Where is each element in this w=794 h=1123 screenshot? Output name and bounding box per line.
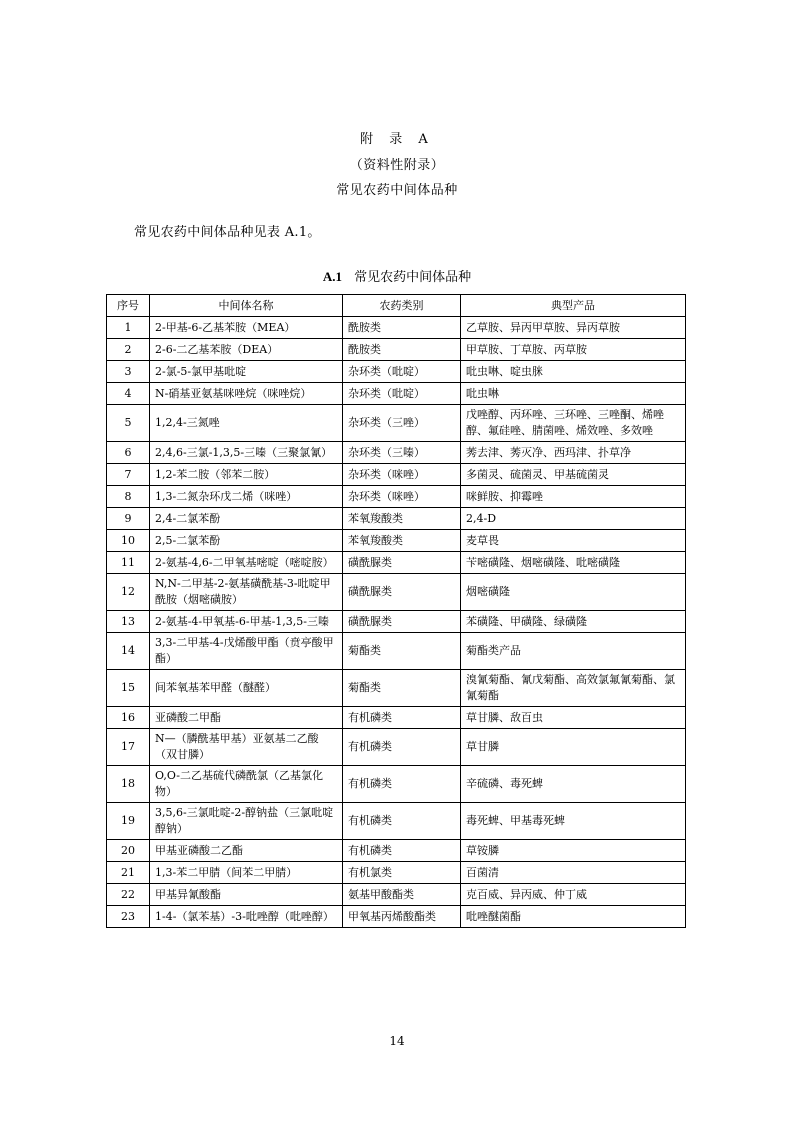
cell-index: 17: [107, 729, 150, 766]
cell-intermediate-name: 甲基异氰酸酯: [150, 884, 343, 906]
cell-intermediate-name: 亚磷酸二甲酯: [150, 707, 343, 729]
cell-pesticide-category: 酰胺类: [343, 339, 461, 361]
cell-index: 16: [107, 707, 150, 729]
cell-typical-products: 草铵膦: [461, 840, 686, 862]
cell-typical-products: 苯磺隆、甲磺隆、绿磺隆: [461, 611, 686, 633]
cell-intermediate-name: 2-甲基-6-乙基苯胺（MEA）: [150, 317, 343, 339]
cell-pesticide-category: 氨基甲酸酯类: [343, 884, 461, 906]
cell-index: 6: [107, 442, 150, 464]
cell-pesticide-category: 磺酰脲类: [343, 552, 461, 574]
table-row: [107, 552, 686, 574]
table-row: [107, 840, 686, 862]
cell-pesticide-category: 甲氧基丙烯酸酯类: [343, 906, 461, 928]
table-row: [107, 884, 686, 906]
table-row: [107, 862, 686, 884]
cell-intermediate-name: 2-氨基-4,6-二甲氧基嘧啶（嘧啶胺）: [150, 552, 343, 574]
cell-pesticide-category: 磺酰脲类: [343, 574, 461, 611]
cell-pesticide-category: 磺酰脲类: [343, 611, 461, 633]
appendix-title: 附 录 A: [360, 132, 434, 147]
cell-index: 21: [107, 862, 150, 884]
table-row: [107, 766, 686, 803]
cell-typical-products: 莠去津、莠灭净、西玛津、扑草净: [461, 442, 686, 464]
cell-typical-products: 烟嘧磺隆: [461, 574, 686, 611]
cell-typical-products: 溴氰菊酯、氰戊菊酯、高效氯氟氰菊酯、氯氰菊酯: [461, 670, 686, 707]
cell-intermediate-name: N-硝基亚氨基咪唑烷（咪唑烷）: [150, 383, 343, 405]
cell-pesticide-category: 有机磷类: [343, 766, 461, 803]
cell-typical-products: 吡虫啉、啶虫脒: [461, 361, 686, 383]
table-row: [107, 442, 686, 464]
table-row: [107, 707, 686, 729]
cell-index: 5: [107, 405, 150, 442]
table-header-row: [107, 295, 686, 317]
cell-intermediate-name: 2-氨基-4-甲氧基-6-甲基-1,3,5-三嗪: [150, 611, 343, 633]
cell-index: 11: [107, 552, 150, 574]
cell-index: 14: [107, 633, 150, 670]
table-row: [107, 317, 686, 339]
table-row: [107, 486, 686, 508]
cell-index: 15: [107, 670, 150, 707]
cell-pesticide-category: 菊酯类: [343, 670, 461, 707]
header-pesticide-category: 农药类别: [343, 295, 461, 317]
cell-intermediate-name: 2,5-二氯苯酚: [150, 530, 343, 552]
cell-intermediate-name: 2,4-二氯苯酚: [150, 508, 343, 530]
cell-pesticide-category: 苯氧羧酸类: [343, 530, 461, 552]
cell-typical-products: 毒死蜱、甲基毒死蜱: [461, 803, 686, 840]
cell-intermediate-name: O,O-二乙基硫代磷酰氯（乙基氯化物）: [150, 766, 343, 803]
cell-intermediate-name: 1,3-苯二甲腈（间苯二甲腈）: [150, 862, 343, 884]
cell-intermediate-name: 间苯氧基苯甲醛（醚醛）: [150, 670, 343, 707]
cell-intermediate-name: 2-6-二乙基苯胺（DEA）: [150, 339, 343, 361]
cell-index: 20: [107, 840, 150, 862]
appendix-subject: 常见农药中间体品种: [336, 183, 458, 198]
table-row: [107, 530, 686, 552]
table-row: [107, 803, 686, 840]
cell-typical-products: 克百威、异丙威、仲丁威: [461, 884, 686, 906]
table-body: [107, 317, 686, 928]
cell-typical-products: 多菌灵、硫菌灵、甲基硫菌灵: [461, 464, 686, 486]
cell-typical-products: 草甘膦、敌百虫: [461, 707, 686, 729]
cell-intermediate-name: 1,3-二氮杂环戊二烯（咪唑）: [150, 486, 343, 508]
intro-paragraph: 常见农药中间体品种见表 A.1。: [134, 225, 321, 240]
table-caption-text: 常见农药中间体品种: [354, 270, 472, 285]
cell-index: 18: [107, 766, 150, 803]
table-row: [107, 339, 686, 361]
cell-typical-products: 麦草畏: [461, 530, 686, 552]
cell-typical-products: 2,4-D: [461, 508, 686, 530]
cell-pesticide-category: 杂环类（咪唑）: [343, 464, 461, 486]
cell-pesticide-category: 有机磷类: [343, 729, 461, 766]
table-row: [107, 508, 686, 530]
table-number: A.1: [322, 269, 343, 284]
cell-pesticide-category: 杂环类（咪唑）: [343, 486, 461, 508]
intermediates-table: [106, 294, 686, 928]
table-row: [107, 361, 686, 383]
cell-index: 9: [107, 508, 150, 530]
table-row: [107, 670, 686, 707]
page-number: 14: [389, 1034, 405, 1048]
cell-index: 23: [107, 906, 150, 928]
table-row: [107, 574, 686, 611]
table-row: [107, 633, 686, 670]
cell-index: 19: [107, 803, 150, 840]
table-row: [107, 464, 686, 486]
cell-typical-products: 甲草胺、丁草胺、丙草胺: [461, 339, 686, 361]
cell-pesticide-category: 苯氧羧酸类: [343, 508, 461, 530]
table-row: [107, 906, 686, 928]
cell-typical-products: 咪鲜胺、抑霉唑: [461, 486, 686, 508]
cell-index: 3: [107, 361, 150, 383]
cell-index: 10: [107, 530, 150, 552]
cell-pesticide-category: 有机磷类: [343, 840, 461, 862]
cell-pesticide-category: 杂环类（吡啶）: [343, 383, 461, 405]
cell-typical-products: 菊酯类产品: [461, 633, 686, 670]
cell-typical-products: 草甘膦: [461, 729, 686, 766]
header-typical-products: 典型产品: [461, 295, 686, 317]
cell-typical-products: 辛硫磷、毒死蜱: [461, 766, 686, 803]
cell-intermediate-name: 2-氯-5-氯甲基吡啶: [150, 361, 343, 383]
cell-intermediate-name: 3,5,6-三氯吡啶-2-醇钠盐（三氯吡啶醇钠）: [150, 803, 343, 840]
cell-typical-products: 乙草胺、异丙甲草胺、异丙草胺: [461, 317, 686, 339]
cell-index: 22: [107, 884, 150, 906]
cell-index: 2: [107, 339, 150, 361]
cell-pesticide-category: 有机磷类: [343, 707, 461, 729]
cell-intermediate-name: 1,2,4-三氮唑: [150, 405, 343, 442]
cell-typical-products: 苄嘧磺隆、烟嘧磺隆、吡嘧磺隆: [461, 552, 686, 574]
cell-intermediate-name: 3,3-二甲基-4-戊烯酸甲酯（贲亭酸甲酯）: [150, 633, 343, 670]
cell-index: 12: [107, 574, 150, 611]
cell-pesticide-category: 杂环类（三唑）: [343, 405, 461, 442]
cell-typical-products: 吡虫啉: [461, 383, 686, 405]
cell-pesticide-category: 杂环类（吡啶）: [343, 361, 461, 383]
cell-typical-products: 吡唑醚菌酯: [461, 906, 686, 928]
cell-intermediate-name: 1-4-（氯苯基）-3-吡唑醇（吡唑醇）: [150, 906, 343, 928]
header-intermediate-name: 中间体名称: [150, 295, 343, 317]
cell-index: 4: [107, 383, 150, 405]
cell-pesticide-category: 有机磷类: [343, 803, 461, 840]
cell-typical-products: 百菌清: [461, 862, 686, 884]
cell-index: 13: [107, 611, 150, 633]
cell-pesticide-category: 有机氯类: [343, 862, 461, 884]
cell-intermediate-name: N—（膦酰基甲基）亚氨基二乙酸（双甘膦）: [150, 729, 343, 766]
cell-pesticide-category: 酰胺类: [343, 317, 461, 339]
table-row: [107, 383, 686, 405]
cell-index: 7: [107, 464, 150, 486]
cell-index: 8: [107, 486, 150, 508]
cell-typical-products: 戊唑醇、丙环唑、三环唑、三唑酮、烯唑醇、氟硅唑、腈菌唑、烯效唑、多效唑: [461, 405, 686, 442]
cell-pesticide-category: 杂环类（三嗪）: [343, 442, 461, 464]
cell-intermediate-name: 2,4,6-三氯-1,3,5-三嗪（三聚氯氰）: [150, 442, 343, 464]
table-caption: [0, 266, 794, 285]
cell-index: 1: [107, 317, 150, 339]
header-index: 序号: [107, 295, 150, 317]
table-row: [107, 405, 686, 442]
cell-pesticide-category: 菊酯类: [343, 633, 461, 670]
cell-intermediate-name: N,N-二甲基-2-氨基磺酰基-3-吡啶甲酰胺（烟嘧磺胺）: [150, 574, 343, 611]
appendix-type: （资料性附录）: [349, 158, 445, 173]
table-row: [107, 729, 686, 766]
cell-intermediate-name: 1,2-苯二胺（邻苯二胺）: [150, 464, 343, 486]
table-row: [107, 611, 686, 633]
cell-intermediate-name: 甲基亚磷酸二乙酯: [150, 840, 343, 862]
